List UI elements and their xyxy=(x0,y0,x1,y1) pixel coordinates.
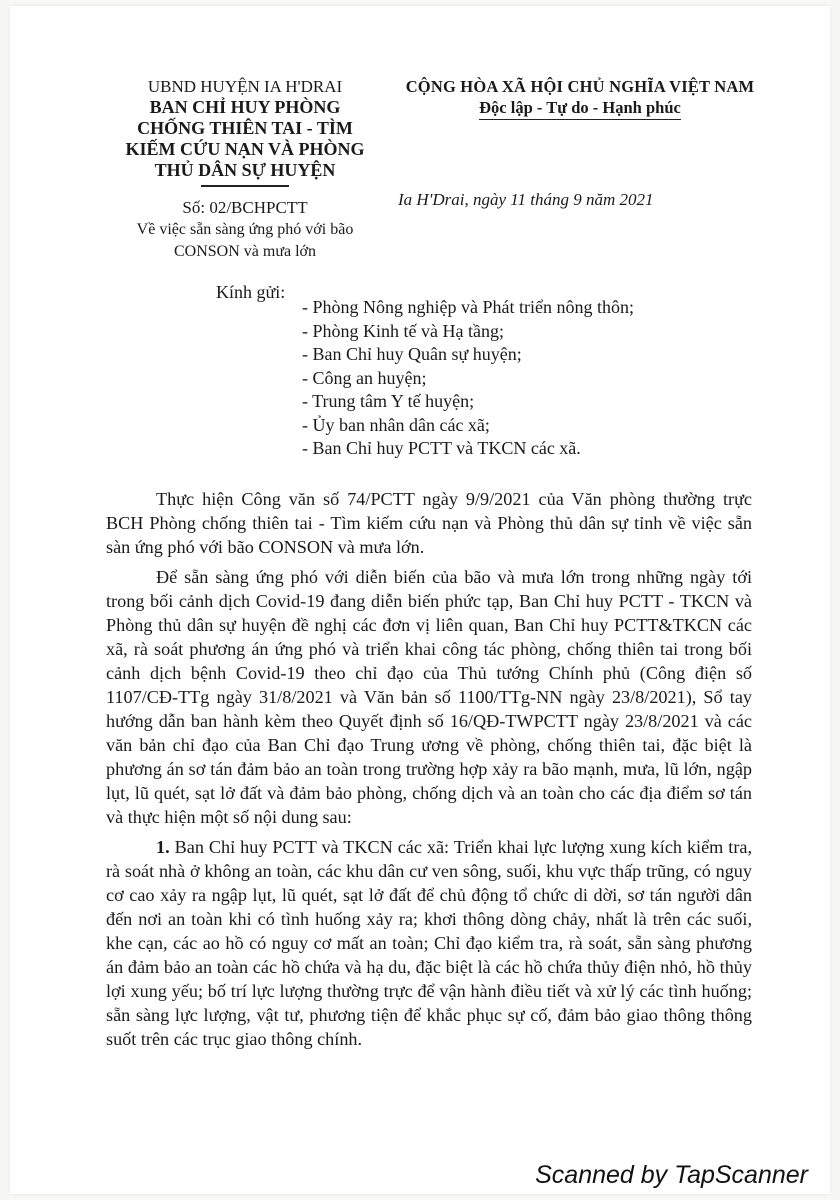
national-title: CỘNG HÒA XÃ HỘI CHỦ NGHĨA VIỆT NAM xyxy=(405,77,755,96)
item-number: 1. xyxy=(156,837,170,857)
subject-line-2: CONSON và mưa lớn xyxy=(173,242,316,260)
recipient-item: - Ủy ban nhân dân các xã; xyxy=(302,414,490,435)
organization-underline xyxy=(201,185,289,187)
subject-line-1: Về việc sẵn sàng ứng phó với bão xyxy=(136,220,354,238)
organization-line-3: KIẾM CỨU NẠN VÀ PHÒNG xyxy=(125,139,365,159)
scanner-watermark: Scanned by TapScanner xyxy=(535,1161,808,1189)
body-paragraph-2: Để sẵn sàng ứng phó với diễn biến của bão và mưa lớn trong những ngày tới trong bối cảnh dịch Covid-19 đang diễn biến phức tạp, Ban Chỉ huy PCTT - TKCN và Phòng thủ dân sự huyện đề nghị các đơn vị liên quan, Ban Chỉ huy PCTT&TKCN các xã, rà soát phương án ứng phó và triển khai công tác phòng, chống thiên tai trong bối cảnh dịch bệnh Covid-19 theo chỉ đạo của Thủ tướng Chính phủ (Công điện số 1107/CĐ-TTg ngày 31/8/2021 và Văn bản số 1100/TTg-NN ngày 23/8/2021), Sổ tay hướng dẫn ban hành kèm theo Quyết định số 16/QĐ-TWPCTT ngày 23/8/2021 và các văn bản chỉ đạo của Ban Chỉ đạo Trung ương về phòng, chống thiên tai, đặc biệt là phương án sơ tán đảm bảo an toàn trong trường hợp xảy ra bão mạnh, mưa, lũ lớn, ngập lụt, lũ quét, sạt lở đất và đảm bảo phòng, chống dịch và an toàn cho các địa điểm sơ tán và thực hiện một số nội dung sau: xyxy=(106,567,752,827)
organization-line-1: BAN CHỈ HUY PHÒNG xyxy=(149,97,341,117)
place-and-date: Ia H'Drai, ngày 11 tháng 9 năm 2021 xyxy=(398,190,654,209)
recipient-item: - Ban Chỉ huy PCTT và TKCN các xã. xyxy=(302,438,581,458)
parent-organization: UBND HUYỆN IA H'DRAI xyxy=(147,77,343,96)
national-header-block xyxy=(380,76,780,120)
recipients-list xyxy=(302,296,634,461)
organization-line-2: CHỐNG THIÊN TAI - TÌM xyxy=(137,118,353,138)
recipient-item: - Phòng Kinh tế và Hạ tầng; xyxy=(302,320,504,341)
recipient-item: - Công an huyện; xyxy=(302,367,427,388)
document-number: Số: 02/BCHPCTT xyxy=(182,197,308,217)
body-paragraph-1: Thực hiện Công văn số 74/PCTT ngày 9/9/2021 của Văn phòng thường trực BCH Phòng chống thiên tai - Tìm kiếm cứu nạn và Phòng thủ dân sự tỉnh về việc sẵn sàn ứng phó với bão CONSON và mưa lớn. xyxy=(106,489,752,557)
document-body xyxy=(106,487,752,1057)
issuing-authority-block xyxy=(100,76,390,262)
recipients-label: Kính gửi: xyxy=(216,282,286,302)
item-text: Ban Chỉ huy PCTT và TKCN các xã: Triển khai lực lượng xung kích kiểm tra, rà soát nhà ở không an toàn, các khu dân cư ven sông, suối, khu vực thấp trũng, có nguy cơ cao xảy ra ngập lụt, lũ quét, sạt lở đất để chủ động tổ chức di dời, sơ tán người dân đến nơi an toàn khi có tình huống xảy ra; khơi thông dòng chảy, nhất là trên các suối, khe cạn, các ao hồ có nguy cơ mất an toàn; Chỉ đạo kiểm tra, rà soát, sẵn sàng phương án đảm bảo an toàn các hồ chứa và hạ du, đặc biệt là các hồ chứa thủy điện nhỏ, hồ thủy lợi xung yếu; bố trí lực lượng thường trực để vận hành điều tiết và xử lý các tình huống; sẵn sàng lực lượng, vật tư, phương tiện để khắc phục sự cố, đảm bảo giao thông thông suốt trên các trục giao thông chính. xyxy=(106,837,752,1049)
organization-line-4: THỦ DÂN SỰ HUYỆN xyxy=(154,160,336,180)
recipient-item: - Ban Chỉ huy Quân sự huyện; xyxy=(302,344,522,364)
recipient-item: - Phòng Nông nghiệp và Phát triển nông thôn; xyxy=(302,297,634,317)
national-motto: Độc lập - Tự do - Hạnh phúc xyxy=(479,97,681,120)
recipient-item: - Trung tâm Y tế huyện; xyxy=(302,391,475,411)
body-item-1 xyxy=(106,835,752,1051)
